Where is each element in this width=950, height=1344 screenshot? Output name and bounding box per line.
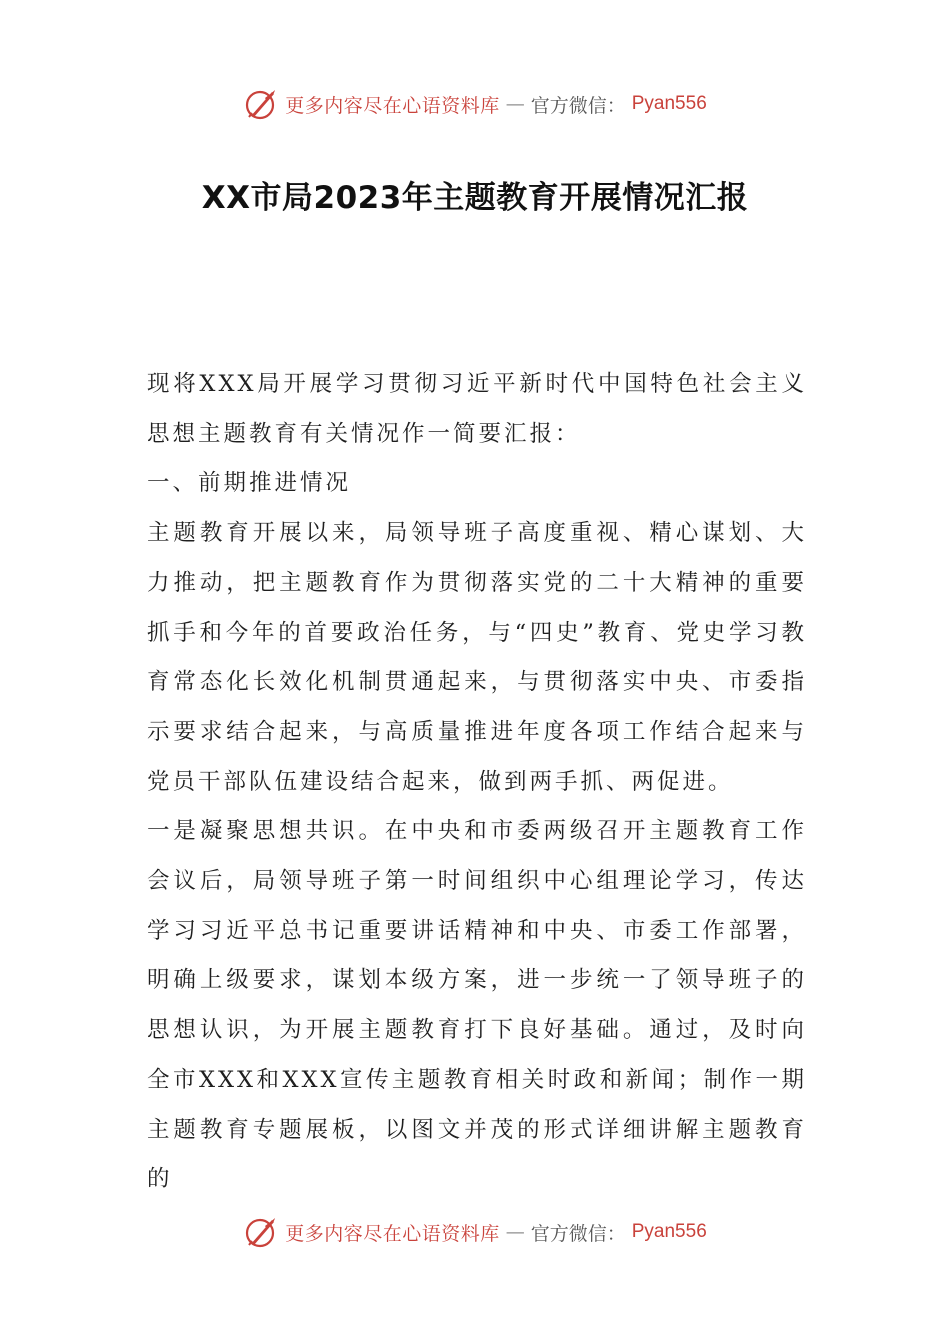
paragraph-intro: 现将XXX局开展学习贯彻习近平新时代中国特色社会主义思想主题教育有关情况作一简要汇报：: [147, 371, 807, 447]
header-banner: [0, 84, 950, 124]
banner-wechat-id: Pyan556: [631, 93, 707, 114]
quill-logo-icon: [243, 1214, 279, 1250]
section-heading: 一、前期推进情况: [147, 470, 352, 497]
banner-slogan: 更多内容尽在心语资料库: [285, 94, 500, 117]
footer-banner: [0, 1212, 950, 1252]
banner-wechat-label: 官方微信：: [530, 94, 626, 117]
banner-dash: —: [505, 1221, 525, 1243]
paragraph-consensus: 一是凝聚思想共识。在中央和市委两级召开主题教育工作会议后，局领导班子第一时间组织中心组理论学习，传达学习习近平总书记重要讲话精神和中央、市委工作部署，明确上级要求，谋划本级方案，进一步统一了领导班子的思想认识，为开展主题教育打下良好基础。通过，及时向全市XXX和XXX宣传主题教育相关时政和新闻；制作一期主题教育专题展板，以图文并茂的形式详细讲解主题教育的: [147, 818, 807, 1193]
banner-dash: —: [505, 93, 525, 115]
banner-wechat-id: Pyan556: [631, 1221, 707, 1242]
banner-wechat-label: 官方微信：: [530, 1222, 626, 1245]
document-title: XX市局2023年主题教育开展情况汇报: [201, 180, 749, 216]
quill-logo-icon: [243, 86, 279, 122]
paragraph-overview: 主题教育开展以来，局领导班子高度重视、精心谋划、大力推动，把主题教育作为贯彻落实党的二十大精神的重要抓手和今年的首要政治任务，与“四史”教育、党史学习教育常态化长效化机制贯通起来，与贯彻落实中央、市委指示要求结合起来，与高质量推进年度各项工作结合起来与党员干部队伍建设结合起来，做到两手抓、两促进。: [147, 520, 807, 795]
document-body: [147, 360, 807, 1205]
banner-slogan: 更多内容尽在心语资料库: [285, 1222, 500, 1245]
